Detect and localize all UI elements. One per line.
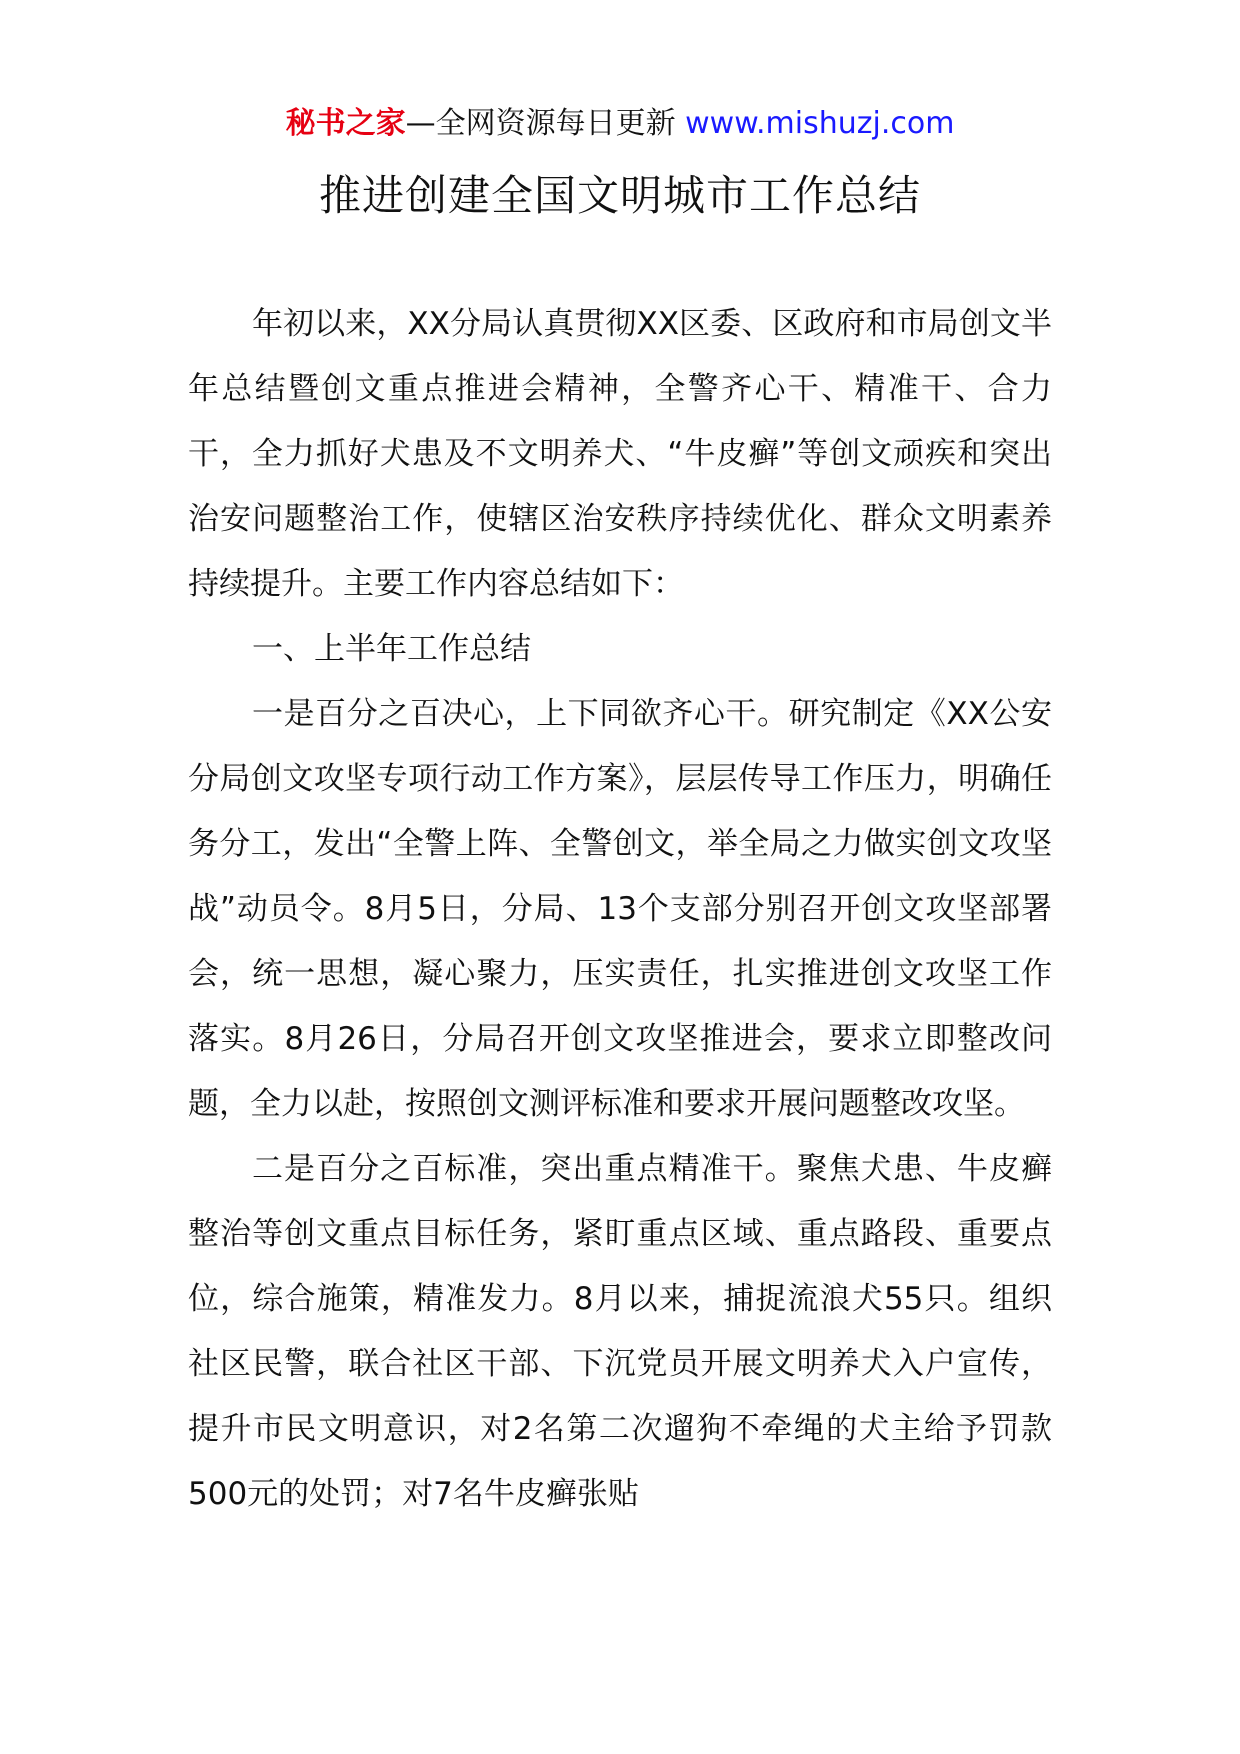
- document-title: 推进创建全国文明城市工作总结: [318, 171, 921, 220]
- section-heading: 一、上半年工作总结: [252, 631, 531, 667]
- site-header: [0, 104, 1240, 144]
- paragraph-point-one: 一是百分之百决心，上下同欲齐心干。研究制定《XX公安分局创文攻坚专项行动工作方案》，层层传导工作压力，明确任务分工，发出“全警上阵、全警创文，举全局之力做实创文攻坚战”动员令。8月5日，分局、13个支部分别召开创文攻坚部署会，统一思想，凝心聚力，压实责任，扎实推进创文攻坚工作落实。8月26日，分局召开创文攻坚推进会，要求立即整改问题，全力以赴，按照创文测评标准和要求开展问题整改攻坚。: [188, 696, 1052, 1122]
- document-body: [188, 292, 1052, 1527]
- paragraph-point-two: 二是百分之百标准，突出重点精准干。聚焦犬患、牛皮癣整治等创文重点目标任务，紧盯重点区域、重点路段、重要点位，综合施策，精准发力。8月以来，捕捉流浪犬55只。组织社区民警，联合社区干部、下沉党员开展文明养犬入户宣传，提升市民文明意识，对2名第二次遛狗不牵绳的犬主给予罚款500元的处罚；对7名牛皮癣张贴: [188, 1151, 1052, 1512]
- paragraph-intro: 年初以来，XX分局认真贯彻XX区委、区政府和市局创文半年总结暨创文重点推进会精神，全警齐心干、精准干、合力干，全力抓好犬患及不文明养犬、“牛皮癣”等创文顽疾和突出治安问题整治工作，使辖区治安秩序持续优化、群众文明素养持续提升。主要工作内容总结如下：: [188, 306, 1052, 602]
- site-url[interactable]: www.mishuzj.com: [685, 106, 955, 141]
- site-tagline: —全网资源每日更新: [405, 106, 686, 141]
- site-brand: 秘书之家: [285, 106, 406, 141]
